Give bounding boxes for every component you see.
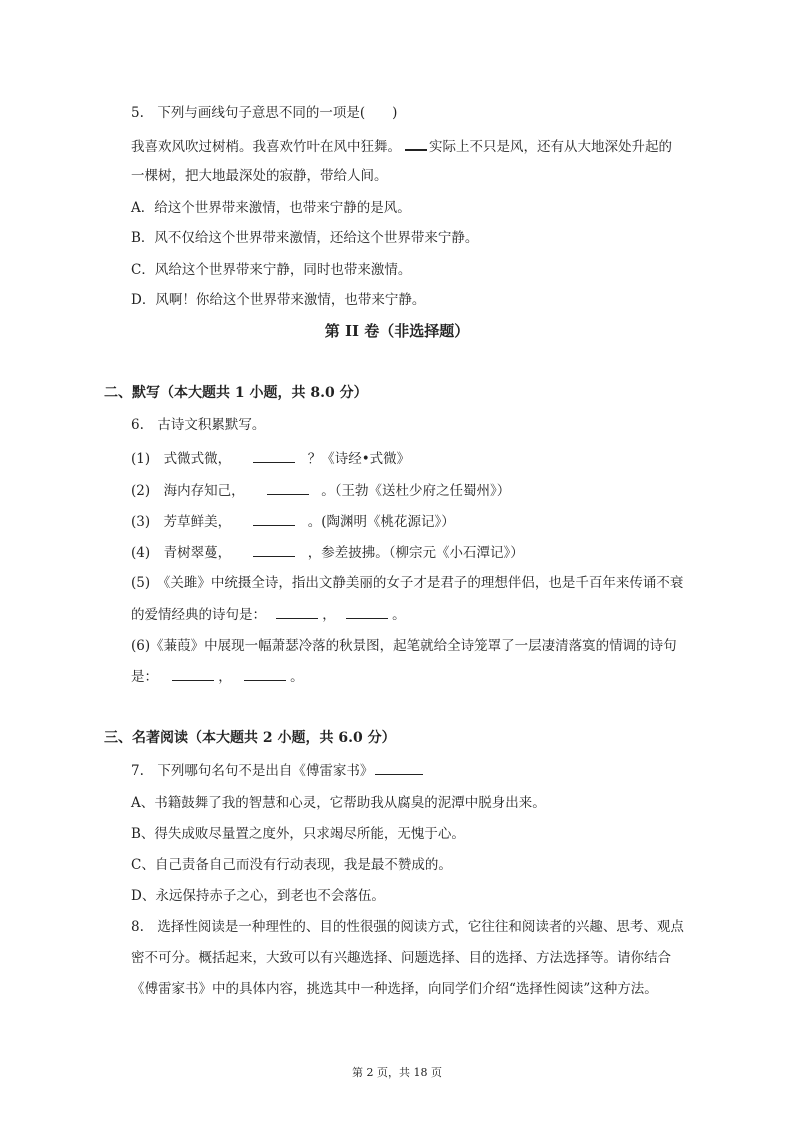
q6-item-4-text: (4) 青树翠蔓，: [131, 545, 232, 561]
q6-item-6-line2: [131, 667, 304, 686]
q6-item-5-text: 的爱情经典的诗句是：: [131, 607, 266, 623]
q7-option-b: B、得失成败尽量置之度外，只求竭尽所能，无愧于心。: [131, 826, 465, 842]
q6-item-6-line1: (6)《蒹葭》中展现一幅萧瑟冷落的秋景图，起笔就给全诗笼罩了一层凄清落寞的情调的诗句: [131, 638, 677, 654]
q6-item-2-text: (2) 海内存知己，: [131, 483, 245, 499]
answer-blank[interactable]: [253, 543, 295, 557]
section3-heading: 三、名著阅读（本大题共 2 小题，共 6.0 分）: [104, 730, 396, 746]
period: 。: [290, 669, 304, 685]
q6-item-4-source: ，参差披拂。（柳宗元《小石潭记》）: [307, 545, 524, 561]
answer-blank[interactable]: [244, 667, 286, 681]
answer-blank[interactable]: [375, 761, 423, 775]
q6-item-1-text: (1) 式微式微，: [131, 451, 232, 467]
q8-line3: 《傅雷家书》中的具体内容，挑选其中一种选择，向同学们介绍“选择性阅读”这种方法。: [131, 981, 658, 997]
q5-option-c: C．风给这个世界带来宁静，同时也带来激情。: [131, 262, 412, 278]
underlined-sentence-mark: [405, 140, 427, 151]
q8-line1: 8. 选择性阅读是一种理性的、目的性很强的阅读方式，它往往和阅读者的兴趣、思考、观点: [131, 919, 684, 935]
q7-option-c: C、自己责备自己而没有行动表现，我是最不赞成的。: [131, 857, 452, 873]
q6-item-5-line2: [131, 605, 406, 624]
answer-blank[interactable]: [253, 449, 295, 463]
q6-item-1-source: ？《诗经•式微》: [307, 451, 411, 467]
part2-title: 第 II 卷（非选择题）: [324, 322, 470, 340]
q5-option-a: A．给这个世界带来激情，也带来宁静的是风。: [131, 200, 411, 216]
section2-heading: 二、默写（本大题共 1 小题，共 8.0 分）: [104, 385, 368, 401]
separator: ，: [322, 607, 336, 623]
q7-stem-line: [131, 761, 423, 780]
answer-blank[interactable]: [276, 605, 318, 619]
q6-item-2-source: 。（王勃《送杜少府之任蜀州》）: [321, 483, 511, 499]
answer-blank[interactable]: [267, 481, 309, 495]
q5-stem: 5. 下列与画线句子意思不同的一项是( ): [131, 105, 398, 121]
period: 。: [392, 607, 406, 623]
q5-option-d: D．风啊！你给这个世界带来激情，也带来宁静。: [131, 292, 426, 308]
answer-blank[interactable]: [253, 512, 295, 526]
q6-item-3: [131, 512, 455, 531]
answer-blank[interactable]: [172, 667, 214, 681]
q6-item-1: [131, 449, 410, 468]
q6-item-6-text: 是：: [131, 669, 158, 685]
q5-passage-part-b: 实际上不只是风，还有从大地深处升起的: [429, 139, 672, 155]
q6-item-2: [131, 481, 510, 500]
q7-stem: 7. 下列哪句名句不是出自《傅雷家书》: [131, 763, 374, 779]
q6-stem: 6. 古诗文积累默写。: [131, 417, 266, 433]
separator: ，: [218, 669, 232, 685]
q8-line2: 密不可分。概括起来，大致可以有兴趣选择、问题选择、目的选择、方法选择等。请你结合: [131, 950, 671, 966]
q6-item-5-line1: (5) 《关雎》中统摄全诗，指出文静美丽的女子才是君子的理想伴侣，也是千百年来传诵不衰: [131, 575, 684, 591]
q5-passage-line1: [131, 138, 672, 156]
q5-option-b: B．风不仅给这个世界带来激情，还给这个世界带来宁静。: [131, 230, 479, 246]
q6-item-3-source: 。(陶渊明《桃花源记》）: [307, 514, 455, 530]
page-footer: 第 2 页，共 18 页: [352, 1066, 442, 1079]
q6-item-3-text: (3) 芳草鲜美，: [131, 514, 232, 530]
q7-option-d: D、永远保持赤子之心，到老也不会落伍。: [131, 888, 385, 904]
q5-passage-part-a: 我喜欢风吹过树梢。我喜欢竹叶在风中狂舞。: [131, 139, 401, 155]
q7-option-a: A、书籍鼓舞了我的智慧和心灵，它帮助我从腐臭的泥潭中脱身出来。: [131, 795, 546, 811]
q6-item-4: [131, 543, 524, 562]
q5-passage-line2: 一棵树，把大地最深处的寂静，带给人间。: [131, 168, 388, 184]
answer-blank[interactable]: [346, 605, 388, 619]
